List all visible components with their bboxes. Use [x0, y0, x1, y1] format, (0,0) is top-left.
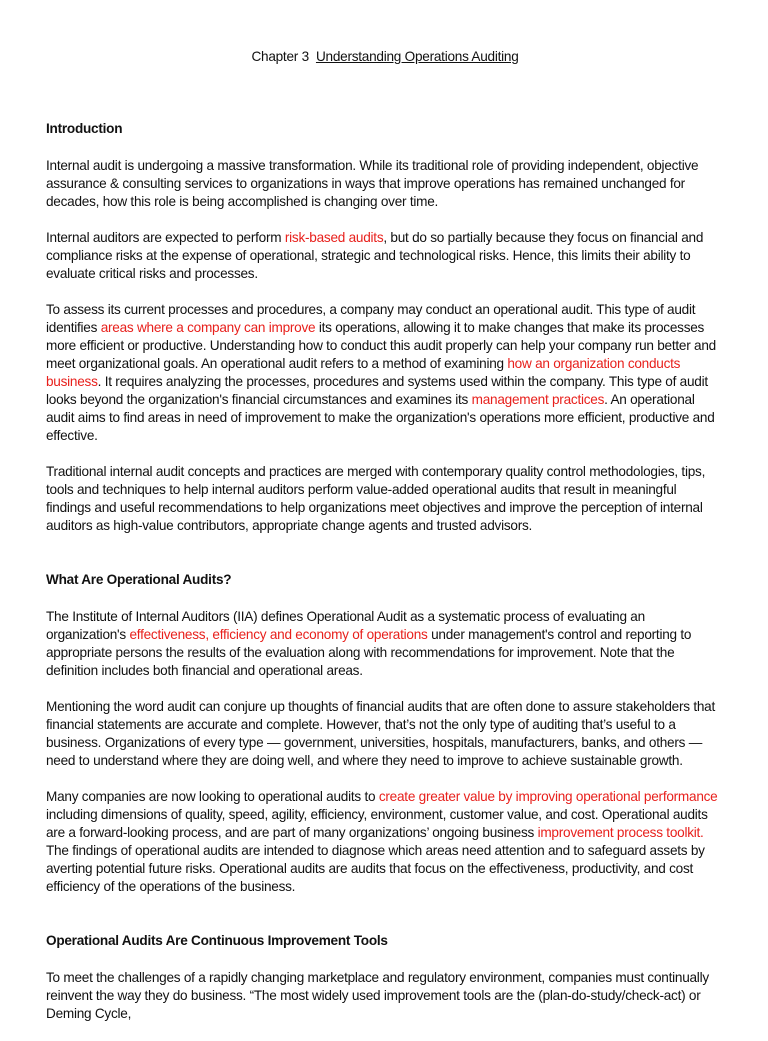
- paragraph-text: Mentioning the word audit can conjure up thoughts of financial audits that are often done to assure stakeholders that financial statements are accurate and complete. However, that’s not the only type of auditing that’s useful to a business. Organizations of every type — government, universities, hospitals, manufacturers, banks, and others — need to understand where they are doing well, and where they need to improve to achieve sustainable growth.: [46, 699, 716, 768]
- paragraph: [46, 788, 724, 896]
- hyperlink[interactable]: how an organization conducts business: [46, 356, 681, 389]
- paragraph-text: . An operational audit aims to find areas in need of improvement to make the organization's operations more efficient, productive and effective.: [46, 392, 715, 443]
- section-spacer: [46, 553, 724, 571]
- paragraph: [46, 463, 724, 535]
- paragraph-text: under management's control and reporting to appropriate persons the results of the evaluation along with recommendations for improvement. Note that the definition includes both financial and operational areas.: [46, 627, 692, 678]
- hyperlink[interactable]: create greater value by improving operational performance: [378, 789, 718, 804]
- paragraph: [46, 969, 724, 1023]
- hyperlink[interactable]: areas where a company can improve: [100, 320, 316, 335]
- paragraph-text: , but do so partially because they focus on financial and compliance risks at the expense of operational, strategic and technological risks. Hence, this limits their ability to evaluate critical risks and processes.: [46, 230, 704, 281]
- paragraph-text: Internal auditors are expected to perform: [46, 230, 285, 245]
- paragraph: [46, 698, 724, 770]
- paragraph-text: The Institute of Internal Auditors (IIA) defines Operational Audit as a systematic process of evaluating an organization's: [46, 609, 645, 642]
- paragraph-text: . It requires analyzing the processes, procedures and systems used within the company. This type of audit looks beyond the organization's financial circumstances and examines its: [46, 374, 708, 407]
- section: [46, 932, 724, 1023]
- section-heading: Operational Audits Are Continuous Improvement Tools: [46, 933, 388, 948]
- hyperlink[interactable]: improvement process toolkit.: [537, 825, 704, 840]
- paragraph-text: Many companies are now looking to operational audits to: [46, 789, 379, 804]
- paragraph: [46, 301, 724, 445]
- section-heading: Introduction: [46, 121, 123, 136]
- paragraph: [46, 229, 724, 283]
- hyperlink[interactable]: management practices: [471, 392, 605, 407]
- paragraph-text: Traditional internal audit concepts and practices are merged with contemporary quality control methodologies, tips, tools and techniques to help internal auditors perform value-added operational audits that result in meaningful findings and useful recommendations to help organizations meet objectives and improve the perception of internal auditors as high-value contributors, appropriate change agents and trusted advisors.: [46, 464, 706, 533]
- hyperlink[interactable]: risk-based audits: [284, 230, 384, 245]
- paragraph-text: To meet the challenges of a rapidly changing marketplace and regulatory environment, companies must continually reinvent the way they do business. “The most widely used improvement tools are the (plan-do-study/check-act) or Deming Cycle,: [46, 970, 709, 1021]
- paragraph: [46, 157, 724, 211]
- paragraph-text: The findings of operational audits are intended to diagnose which areas need attention and to safeguard assets by averting potential future risks. Operational audits are audits that focus on the effectiveness, productivity, and cost efficiency of the operations of the business.: [46, 843, 705, 894]
- paragraph-text: To assess its current processes and procedures, a company may conduct an operational audit. This type of audit identifies: [46, 302, 696, 335]
- chapter-number: Chapter 3: [251, 49, 309, 64]
- section: [46, 571, 724, 932]
- document-page: [46, 48, 724, 1041]
- section: [46, 120, 724, 571]
- section-spacer: [46, 914, 724, 932]
- paragraph-text: Internal audit is undergoing a massive transformation. While its traditional role of providing independent, objective assurance & consulting services to organizations in ways that improve operations has remained unchanged for decades, how this role is being accomplished is changing over time.: [46, 158, 699, 209]
- section-heading: What Are Operational Audits?: [46, 572, 232, 587]
- hyperlink[interactable]: effectiveness, efficiency and economy of operations: [129, 627, 428, 642]
- chapter-title-text: Understanding Operations Auditing: [315, 49, 519, 64]
- paragraph-text: including dimensions of quality, speed, agility, efficiency, environment, customer value, and cost. Operational audits are a forward-looking process, and are part of many organizations’ ongoing business: [46, 807, 708, 840]
- chapter-title: [46, 48, 724, 66]
- paragraph-text: its operations, allowing it to make changes that make its processes more efficient or productive. Understanding how to conduct this audit properly can help your company run better and meet organizational goals. An operational audit refers to a method of examining: [46, 320, 716, 371]
- document-body: [46, 120, 724, 1023]
- paragraph: [46, 608, 724, 680]
